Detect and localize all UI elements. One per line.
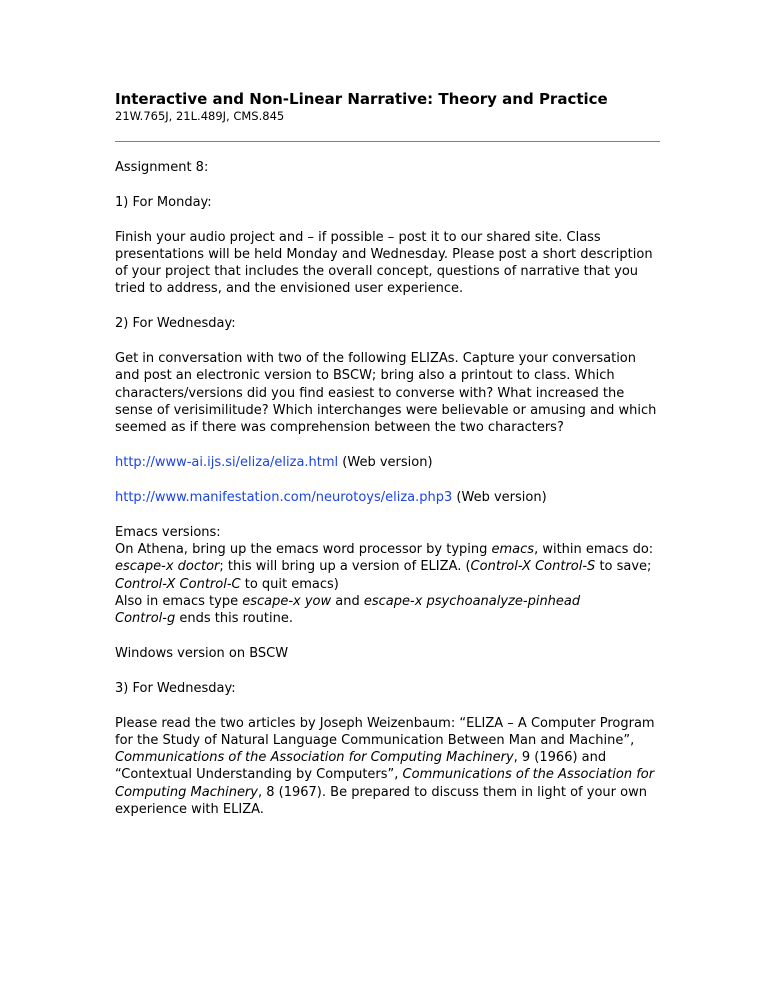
save-keys: Control-X Control-S [470, 559, 596, 575]
doctor-command: escape-x doctor [115, 559, 220, 575]
emacs-heading: Emacs versions: [115, 524, 221, 540]
journal-title: Communications of the Association for Computing Machinery [115, 750, 514, 766]
pinhead-command: escape-x psychoanalyze-pinhead [363, 593, 581, 609]
reading-text: , 9 (1966) and “Contextual Understanding by Computers”, [115, 750, 607, 783]
eliza-link-1-paragraph [115, 454, 660, 471]
reading-text: Please read the two articles by Joseph Weizenbaum: “ELIZA – A Computer Program for the Study of Natural Language Communication Between Man and Machine”, [115, 715, 655, 748]
part2-body: Get in conversation with two of the following ELIZAs. Capture your conversation and post an electronic version to BSCW; bring also a printout to class. Which characters/versions did you find easiest to converse with? What increased the sense of verisimilitude? Which interchanges were believable or amusing and which seemed as if there was comprehension between the two characters? [115, 351, 657, 436]
emacs-instructions [115, 524, 660, 628]
document-title: Interactive and Non-Linear Narrative: Theory and Practice [115, 90, 608, 108]
course-numbers: 21W.765J, 21L.489J, CMS.845 [115, 109, 285, 123]
emacs-text: On Athena, bring up the emacs word processor by typing [115, 541, 492, 557]
end-keys: Control-g [115, 611, 176, 627]
part3-body [115, 715, 660, 819]
part3-heading: 3) For Wednesday: [115, 680, 236, 696]
eliza-link-ijs[interactable]: http://www-ai.ijs.si/eliza/eliza.html [115, 455, 339, 471]
document-page [115, 90, 660, 818]
eliza-link-1-note: (Web version) [338, 455, 433, 471]
emacs-text: , within emacs do: [534, 541, 654, 557]
part1-heading: 1) For Monday: [115, 194, 212, 210]
quit-keys: Control-X Control-C [115, 576, 241, 592]
emacs-text: to quit emacs) [240, 576, 339, 592]
reading-text: , 8 (1967). Be prepared to discuss them in light of your own experience with ELIZA. [115, 784, 647, 818]
emacs-text: ; this will bring up a version of ELIZA. ( [219, 559, 471, 575]
part1-body: Finish your audio project and – if possible – post it to our shared site. Class presentations will be held Monday and Wednesday. Please post a short description of your project that includes the overall concept, questions of narrative that you tried to address, and the envisioned user experience. [115, 229, 653, 297]
assignment-heading: Assignment 8: [115, 160, 209, 175]
emacs-text: ends this routine. [175, 611, 293, 627]
part2-heading: 2) For Wednesday: [115, 316, 236, 332]
journal-title: Communications of the Association for Computing Machinery [115, 767, 655, 800]
eliza-link-2-note: (Web version) [452, 489, 547, 505]
windows-version-note: Windows version on BSCW [115, 645, 289, 661]
eliza-link-2-paragraph [115, 489, 660, 506]
emacs-text: to save; [595, 559, 652, 575]
eliza-link-manifestation[interactable]: http://www.manifestation.com/neurotoys/eliza.php3 [115, 489, 453, 505]
emacs-text: and [331, 593, 364, 609]
emacs-text: Also in emacs type [115, 593, 243, 609]
header-divider [115, 141, 660, 142]
emacs-command: emacs [491, 541, 535, 557]
yow-command: escape-x yow [242, 593, 332, 609]
